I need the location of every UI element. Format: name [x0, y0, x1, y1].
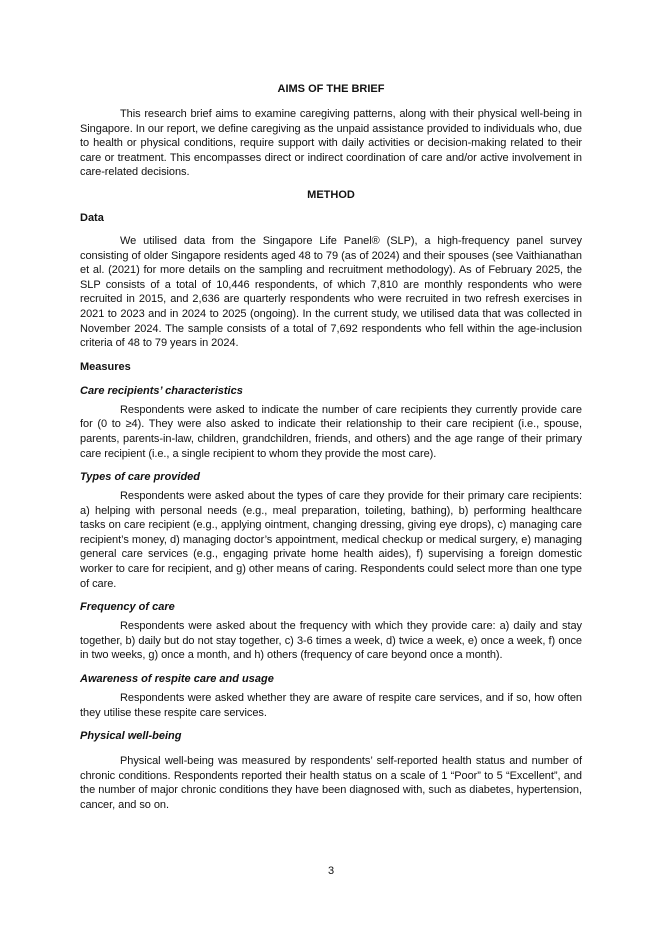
respite-care-heading: Awareness of respite care and usage	[80, 673, 274, 686]
frequency-of-care-heading: Frequency of care	[80, 601, 175, 614]
respite-care-paragraph: Respondents were asked whether they are aware of respite care services, and if so, how often they utilise these respite care services.	[80, 692, 582, 719]
aims-paragraph: This research brief aims to examine caregiving patterns, along with their physical well-being in Singapore. In our report, we define caregiving as the unpaid assistance provided to individuals who, due to health or physical conditions, require support with daily activities or decision-making related to their care or treatment. This encompasses direct or indirect coordination of care and/or active involvement in care-related decisions.	[80, 108, 582, 179]
types-of-care-paragraph: Respondents were asked about the types of care they provide for their primary care recipients: a) helping with personal needs (e.g., meal preparation, toileting, bathing), b) performing healthcare tasks on care recipient (e.g., applying ointment, changing dressing, giving eye drops), c) managing care recipient’s money, d) managing doctor’s appointment, medical checkup or medical surgery, e) managing general care services (e.g., engaging private home health aides), f) supervising a foreign domestic worker to care for recipient, and g) other means of caring. Respondents could select more than one type of care.	[80, 490, 582, 590]
physical-well-being-heading: Physical well-being	[80, 730, 182, 743]
frequency-of-care-paragraph: Respondents were asked about the frequency with which they provide care: a) daily and stay together, b) daily but do not stay together, c) 3-6 times a week, d) twice a week, e) once a week, f) once in two weeks, g) once a month, and h) others (frequency of care beyond once a month).	[80, 620, 582, 662]
document-page	[80, 80, 582, 813]
method-heading: METHOD	[307, 188, 355, 201]
data-paragraph: We utilised data from the Singapore Life Panel® (SLP), a high-frequency panel survey consisting of older Singapore residents aged 48 to 79 (as of 2024) and their spouses (see Vaithianathan et al. (2021) for more details on the sampling and recruitment methodology). As of February 2025, the SLP consists of a total of 10,446 respondents, of which 7,810 are monthly respondents who were recruited in 2015, and 2,636 are quarterly respondents who were recruited in two refresh exercises in 2021 to 2023 and in 2024 to 2025 (ongoing). In the current study, we utilised data that was collected in November 2024. The sample consists of a total of 7,692 respondents who fell within the age-inclusion criteria of 48 to 79 years in 2024.	[80, 234, 582, 350]
data-heading: Data	[80, 211, 104, 224]
aims-heading: AIMS OF THE BRIEF	[277, 83, 385, 95]
physical-well-being-paragraph: Physical well-being was measured by respondents’ self-reported health status and number of chronic conditions. Respondents reported their health status on a scale of 1 “Poor” to 5 “Excellent”, and the number of major chronic conditions they have been diagnosed with, such as diabetes, hypertension, cancer, and so on.	[80, 755, 582, 811]
care-recipients-heading: Care recipients’ characteristics	[80, 384, 243, 397]
page-number: 3	[327, 865, 335, 877]
types-of-care-heading: Types of care provided	[80, 471, 201, 484]
care-recipients-paragraph: Respondents were asked to indicate the number of care recipients they currently provide care for (0 to ≥4). They were also asked to indicate their relationship to their care recipient (i.e., spouse, parents, parents-in-law, children, grandchildren, friends, and others) and the age range of their primary care recipient (i.e., a single recipient to whom they provide the most care).	[80, 403, 582, 460]
measures-heading: Measures	[80, 360, 131, 373]
